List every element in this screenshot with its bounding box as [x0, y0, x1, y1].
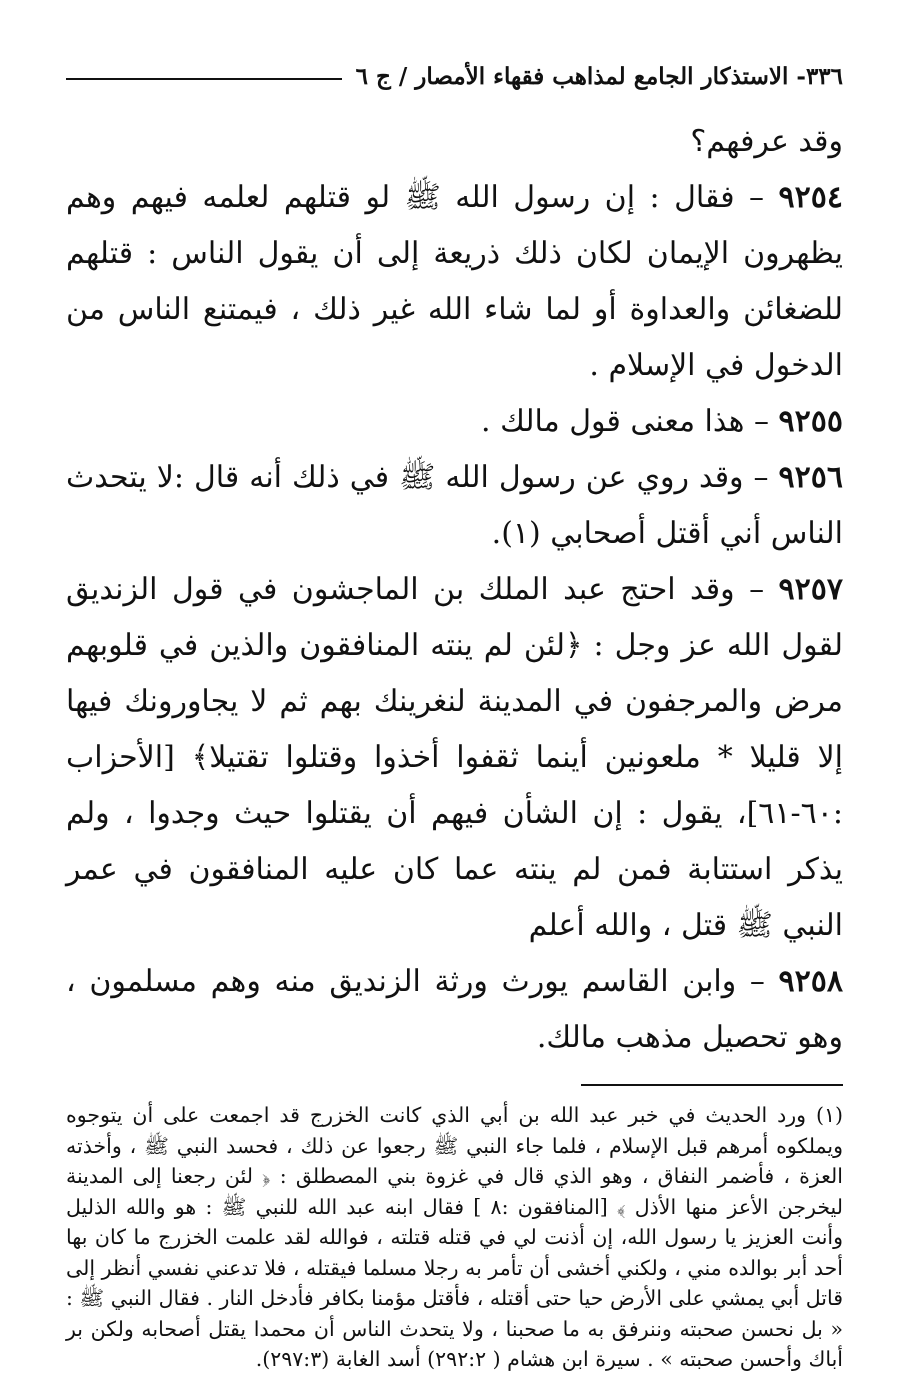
footnote-separator — [581, 1084, 843, 1086]
paragraph-number: ٩٢٥٥ — [778, 404, 843, 439]
paragraph-number: ٩٢٥٨ — [778, 964, 843, 999]
lead-line: وقد عرفهم؟ — [690, 124, 843, 159]
main-text — [66, 114, 843, 1066]
footnotes — [66, 1100, 843, 1375]
page-header — [66, 58, 843, 94]
footnote: (١) ورد الحديث في خبر عبد الله بن أبي الذي كانت الخزرج قد اجمعت على أن يتوجوه ويملكوه أمرهم قبل الإسلام ، فلما جاء النبي ﷺ رجعوا عن ذلك ، فحسد النبي ﷺ ، وأخذته العزة ، فأضمر النفاق ، وهو الذي قال في غزوة بني المصطلق : ﴿ لئن رجعنا إلى المدينة ليخرجن الأعز منها الأذل ﴾ [المنافقون :٨ ] فقال ابنه عبد الله للنبي ﷺ : هو والله الذليل وأنت العزيز يا رسول الله، إن أذنت لي في قتله قتلته ، فوالله لقد علمت الخزرج ما كان بها أحد أبر بوالده مني ، ولكني أخشى أن تأمر به رجلا مسلما فيقتله ، فلا تدعني نفسي أنظر إلى قاتل أبي يمشي على الأرض حيا حتى أقتله ، فأقتل مؤمنا بكافر فأدخل النار . فقال النبي ﷺ : « بل نحسن صحبته وننرفق به ما صحبنا ، ولا يتحدث الناس أن محمدا يقتل أصحابه ولكن بر أباك وأحسن صحبته » . سيرة ابن هشام ( ٢٩٢:٢) أسد الغابة (٢٩٧:٣). — [66, 1103, 843, 1371]
paragraph-text: – وقد روي عن رسول الله ﷺ في ذلك أنه قال :لا يتحدث الناس أني أقتل أصحابي (١). — [66, 460, 843, 551]
paragraph-text: – هذا معنى قول مالك . — [481, 404, 769, 439]
paragraph-number: ٩٢٥٦ — [778, 460, 843, 495]
paragraph-text: – فقال : إن رسول الله ﷺ لو قتلهم لعلمه فيهم وهم يظهرون الإيمان لكان ذلك ذريعة إلى أن يقول الناس : قتلهم للضغائن والعداوة أو لما شاء الله غير ذلك ، فيمتنع الناس من الدخول في الإسلام . — [66, 180, 843, 383]
paragraph — [66, 562, 843, 954]
paragraph — [66, 170, 843, 394]
paragraph-number: ٩٢٥٤ — [778, 180, 843, 215]
paragraph-text: – وابن القاسم يورث ورثة الزنديق منه وهم مسلمون ، وهو تحصيل مذهب مالك. — [66, 964, 843, 1055]
header-rule — [66, 78, 342, 80]
paragraph — [66, 394, 843, 450]
running-header-title: ٣٣٦- الاستذكار الجامع لمذاهب فقهاء الأمصار / ج ٦ — [355, 62, 843, 90]
paragraph — [66, 954, 843, 1066]
paragraph — [66, 450, 843, 562]
paragraph-number: ٩٢٥٧ — [778, 572, 843, 607]
paragraph-text: – وقد احتج عبد الملك بن الماجشون في قول الزنديق لقول الله عز وجل : ﴿لئن لم ينته المنافقون والذين في قلوبهم مرض والمرجفون في المدينة لنغرينك بهم ثم لا يجاورونك فيها إلا قليلا * ملعونين أينما ثقفوا أخذوا وقتلوا تقتيلا﴾ [الأحزاب :٦٠-٦١]، يقول : إن الشأن فيهم أن يقتلوا حيث وجدوا ، ولم يذكر استتابة فمن لم ينته عما كان عليه المنافقون في عمر النبي ﷺ قتل ، والله أعلم — [66, 572, 843, 943]
footnote-separator-wrap — [66, 1084, 843, 1086]
